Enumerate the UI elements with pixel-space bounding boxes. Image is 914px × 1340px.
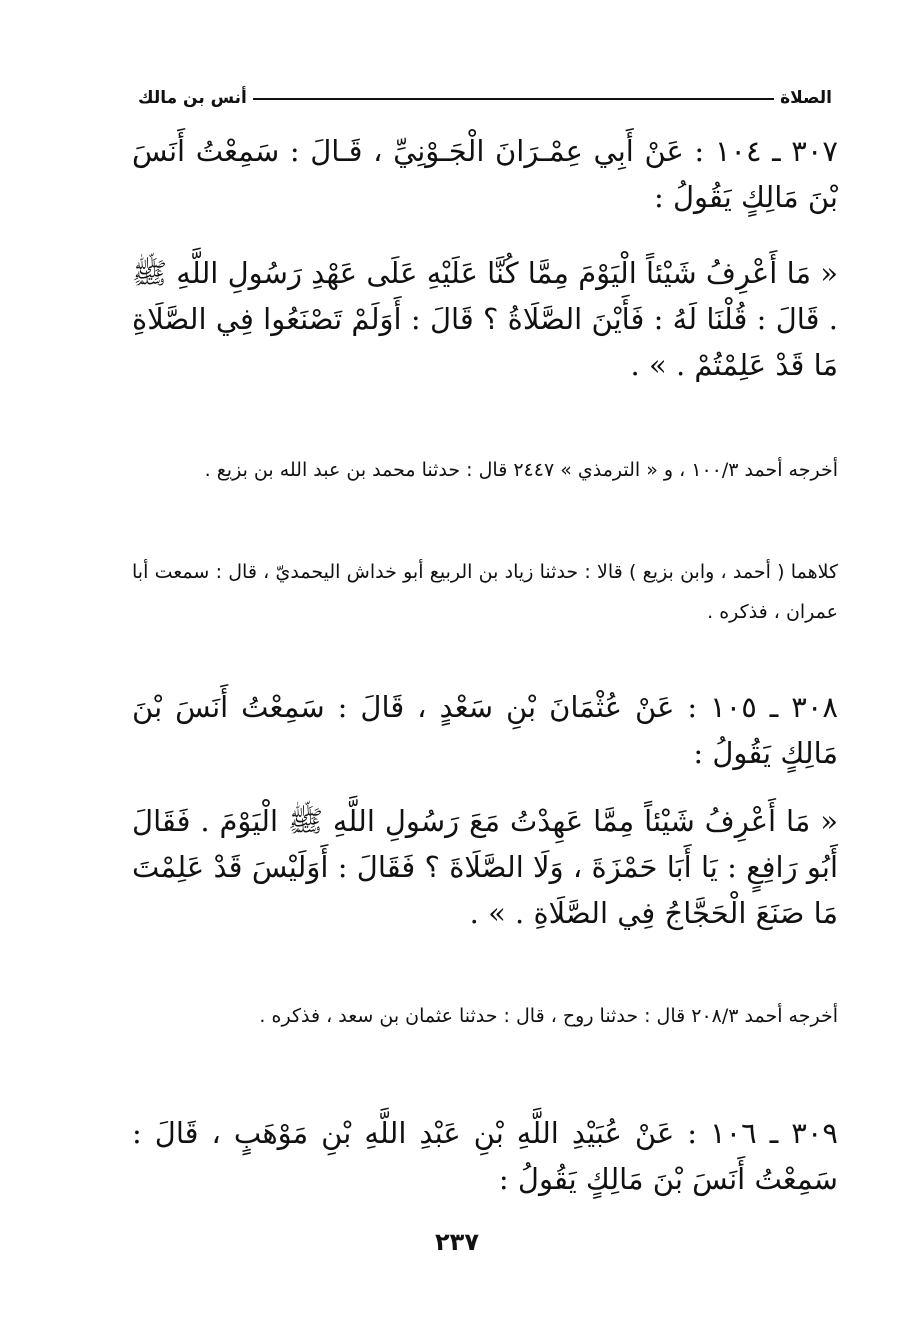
header-chapter-title: الصلاة (774, 86, 838, 110)
hadith-307-reference: أخرجه أحمد ١٠٠/٣ ، و « الترمذي » ٢٤٤٧ قال : حدثنا محمد بن عبد الله بن بزيع . (204, 459, 838, 481)
hadith-307-intro: ٣٠٧ ـ ١٠٤ : عَنْ أَبِي عِمْـرَانَ الْجَـوْنِيِّ ، قَـالَ : سَمِعْتُ أَنَسَ بْنَ مَالِكٍ يَقُولُ : (132, 134, 838, 214)
hadith-308-reference: أخرجه أحمد ٢٠٨/٣ قال : حدثنا روح ، قال : حدثنا عثمان بن سعد ، فذكره . (259, 1005, 838, 1027)
hadith-307-text: « مَا أَعْرِفُ شَيْئاً الْيَوْمَ مِمَّا كُنَّا عَلَيْهِ عَلَى عَهْدِ رَسُولِ اللَّهِ ﷺ . قَالَ : قُلْنَا لَهُ : فَأَيْنَ الصَّلَاةُ ؟ قَالَ : أَوَلَمْ تَصْنَعُوا فِي الصَّلَاةِ مَا قَدْ عَلِمْتُمْ . » . (132, 256, 838, 382)
hadith-308-intro: ٣٠٨ ـ ١٠٥ : عَنْ عُثْمَانَ بْنِ سَعْدٍ ، قَالَ : سَمِعْتُ أَنَسَ بْنَ مَالِكٍ يَقُولُ : (132, 690, 838, 770)
hadith-307-chain: كلاهما ( أحمد ، وابن بزيع ) قالا : حدثنا زياد بن الربيع أبو خداش اليحمديّ ، قال : سمعت أبا عمران ، فذكره . (132, 561, 838, 623)
page-number: ٢٣٧ (435, 1228, 479, 1256)
hadith-308-text: « مَا أَعْرِفُ شَيْئاً مِمَّا عَهِدْتُ مَعَ رَسُولِ اللَّهِ ﷺ الْيَوْمَ . فَقَالَ أَبُو رَافِعٍ : يَا أَبَا حَمْزَةَ ، وَلَا الصَّلَاةَ ؟ فَقَالَ : أَوَلَيْسَ قَدْ عَلِمْتَ مَا صَنَعَ الْحَجَّاجُ فِي الصَّلَاةِ . » . (132, 804, 838, 930)
running-header (132, 86, 838, 116)
hadith-309-intro: ٣٠٩ ـ ١٠٦ : عَنْ عُبَيْدِ اللَّهِ بْنِ عَبْدِ اللَّهِ بْنِ مَوْهَبٍ ، قَالَ : سَمِعْتُ أَنَسَ بْنَ مَالِكٍ يَقُولُ : (132, 1116, 838, 1196)
header-narrator-title: أنس بن مالك (132, 86, 253, 110)
